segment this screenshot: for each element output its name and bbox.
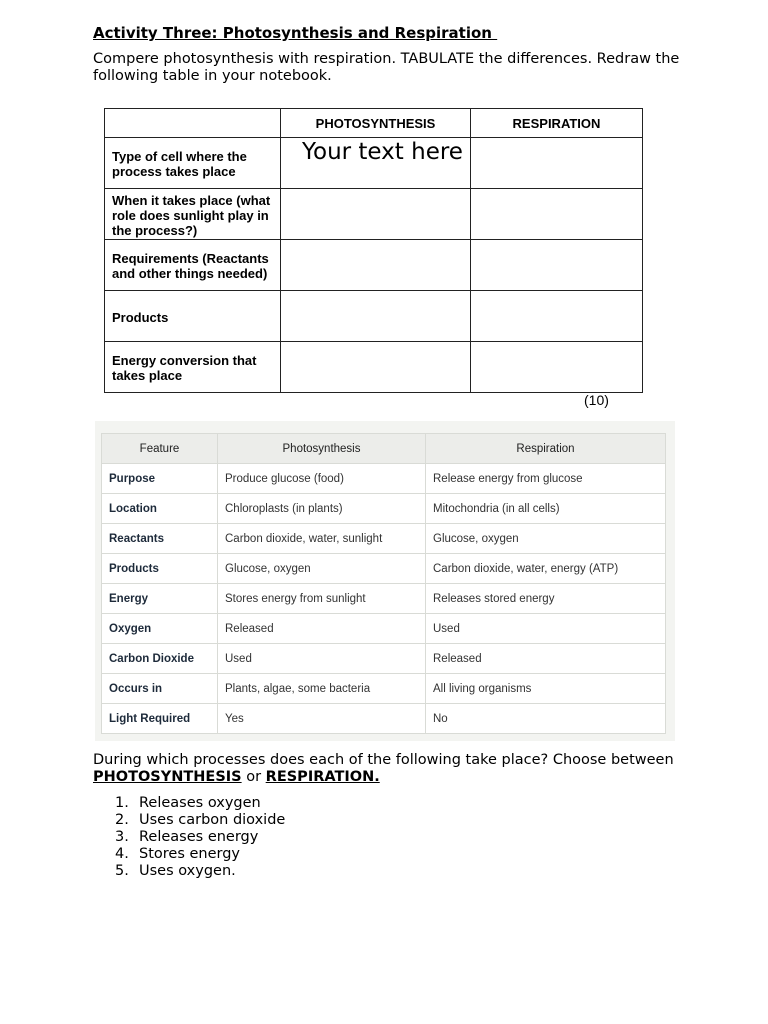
table-row [102, 614, 666, 644]
photosynthesis-cell: Glucose, oxygen [218, 554, 426, 584]
table-header-row [102, 434, 666, 464]
header-empty-cell [105, 109, 281, 138]
list-item: 2. Uses carbon dioxide [115, 812, 286, 828]
list-item-text: Releases oxygen [139, 795, 261, 811]
photosynthesis-cell: Used [218, 644, 426, 674]
respiration-cell: No [426, 704, 666, 734]
photosynthesis-cell: Carbon dioxide, water, sunlight [218, 524, 426, 554]
photosynthesis-cell: Plants, algae, some bacteria [218, 674, 426, 704]
list-item: 5. Uses oxygen. [115, 863, 236, 879]
question-or: or [241, 769, 266, 785]
answer-cell-photosynthesis[interactable] [281, 342, 471, 393]
respiration-cell: Releases stored energy [426, 584, 666, 614]
feature-cell: Location [102, 494, 218, 524]
photosynthesis-cell: Stores energy from sunlight [218, 584, 426, 614]
answer-cell-respiration[interactable] [471, 138, 643, 189]
photosynthesis-cell: Produce glucose (food) [218, 464, 426, 494]
answer-cell-photosynthesis[interactable] [281, 240, 471, 291]
table-row [102, 524, 666, 554]
question-list [93, 795, 285, 880]
list-item: 4. Stores energy [115, 846, 241, 862]
list-item: 3. Releases energy [115, 829, 259, 845]
respiration-cell: Release energy from glucose [426, 464, 666, 494]
question-paragraph [93, 752, 693, 786]
header-respiration: RESPIRATION [471, 109, 643, 138]
list-item-text: Uses oxygen. [139, 863, 236, 879]
option-respiration: RESPIRATION. [265, 769, 380, 785]
list-item-text: Stores energy [139, 846, 241, 862]
row-label: Products [105, 291, 281, 342]
respiration-cell: All living organisms [426, 674, 666, 704]
table-row [102, 584, 666, 614]
activity-heading: Activity Three: Photosynthesis and Respiration [93, 24, 498, 42]
table-row [105, 240, 643, 291]
list-item-text: Uses carbon dioxide [139, 812, 286, 828]
table-row [105, 291, 643, 342]
list-item-text: Releases energy [139, 829, 259, 845]
header-feature: Feature [102, 434, 218, 464]
answer-cell-respiration[interactable] [471, 240, 643, 291]
list-item: 1. Releases oxygen [115, 795, 261, 811]
answer-cell-respiration[interactable] [471, 189, 643, 240]
option-photosynthesis: PHOTOSYNTHESIS [93, 769, 242, 785]
photosynthesis-cell: Chloroplasts (in plants) [218, 494, 426, 524]
respiration-cell: Carbon dioxide, water, energy (ATP) [426, 554, 666, 584]
respiration-cell: Glucose, oxygen [426, 524, 666, 554]
table-header-row [105, 109, 643, 138]
comparison-table-blank [104, 108, 643, 393]
answer-cell-photosynthesis[interactable] [281, 189, 471, 240]
comparison-table-image [95, 421, 675, 741]
respiration-cell: Released [426, 644, 666, 674]
row-label: Type of cell where the process takes place [105, 138, 281, 189]
photosynthesis-cell: Yes [218, 704, 426, 734]
table-row [102, 464, 666, 494]
feature-cell: Purpose [102, 464, 218, 494]
answer-cell-photosynthesis[interactable]: Your text here [281, 138, 471, 189]
row-label: When it takes place (what role does sunlight play in the process?) [105, 189, 281, 240]
table-row [102, 644, 666, 674]
header-photosynthesis: PHOTOSYNTHESIS [281, 109, 471, 138]
intro-paragraph: Compere photosynthesis with respiration. TABULATE the differences. Redraw the following table in your notebook. [93, 51, 680, 84]
table-row [102, 554, 666, 584]
row-label: Requirements (Reactants and other things needed) [105, 240, 281, 291]
table-row [102, 494, 666, 524]
feature-comparison-table [101, 433, 666, 734]
row-label: Energy conversion that takes place [105, 342, 281, 393]
answer-cell-respiration[interactable] [471, 291, 643, 342]
table-row [102, 704, 666, 734]
respiration-cell: Mitochondria (in all cells) [426, 494, 666, 524]
marks-label: (10) [584, 392, 609, 408]
header-photosynthesis: Photosynthesis [218, 434, 426, 464]
question-text: During which processes does each of the following take place? Choose between [93, 752, 674, 768]
answer-cell-respiration[interactable] [471, 342, 643, 393]
feature-cell: Energy [102, 584, 218, 614]
table-row [102, 674, 666, 704]
answer-cell-photosynthesis[interactable] [281, 291, 471, 342]
feature-cell: Carbon Dioxide [102, 644, 218, 674]
feature-cell: Occurs in [102, 674, 218, 704]
feature-cell: Reactants [102, 524, 218, 554]
feature-cell: Light Required [102, 704, 218, 734]
table-row [105, 342, 643, 393]
photosynthesis-cell: Released [218, 614, 426, 644]
table-row [105, 138, 643, 189]
feature-cell: Products [102, 554, 218, 584]
feature-cell: Oxygen [102, 614, 218, 644]
table-row [105, 189, 643, 240]
respiration-cell: Used [426, 614, 666, 644]
header-respiration: Respiration [426, 434, 666, 464]
